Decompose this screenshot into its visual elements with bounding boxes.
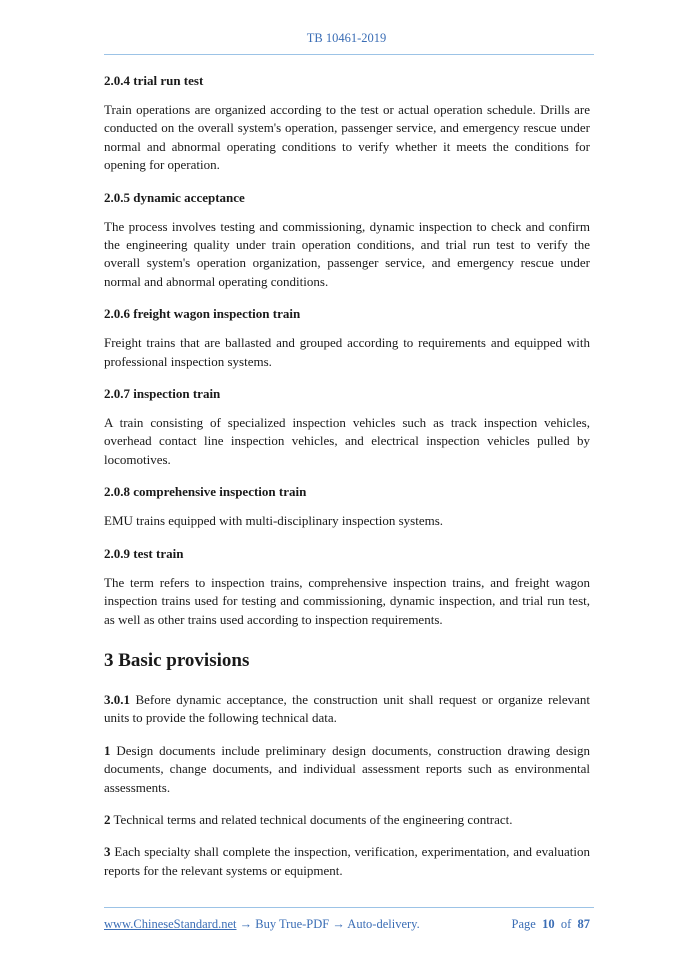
clause-paragraph <box>104 691 590 728</box>
term-definition: The process involves testing and commissioning, dynamic inspection to check and confirm the engineering quality under train operation conditions, and trial run test to verify the overall system's operation organization, passenger service, and emergency rescue under normal and abnormal operating conditions. <box>104 218 590 289</box>
term-heading: 2.0.6 freight wagon inspection train <box>104 306 301 322</box>
term-heading: 2.0.8 comprehensive inspection train <box>104 484 307 500</box>
page-total: 87 <box>577 917 590 931</box>
clause-text: Each specialty shall complete the inspection, verification, experimentation, and evaluation reports for the relevant systems or equipment. <box>104 844 590 878</box>
clause-text: Before dynamic acceptance, the construction unit shall request or organize relevant units to provide the following technical data. <box>104 691 590 726</box>
term-definition: EMU trains equipped with multi-disciplinary inspection systems. <box>104 513 444 529</box>
term-block <box>104 483 590 530</box>
footer-promo-text: → Buy True-PDF → Auto-delivery. <box>236 917 420 931</box>
term-definition: The term refers to inspection trains, comprehensive inspection trains, and freight wagon inspection trains used for testing and commissioning, dynamic inspection, and trial run test, as well as other trains used according to inspection requirements. <box>104 574 590 627</box>
clause-paragraph <box>104 742 590 797</box>
clause-paragraph <box>104 811 590 829</box>
term-block <box>104 72 590 175</box>
term-heading: 2.0.5 dynamic acceptance <box>104 189 245 205</box>
page-footer <box>104 917 590 932</box>
footer-divider <box>104 907 594 908</box>
clause-text: Technical terms and related technical documents of the engineering contract. <box>110 811 513 827</box>
term-heading: 2.0.9 test train <box>104 545 184 561</box>
page-current: 10 <box>542 917 555 931</box>
page-label: Page <box>511 917 536 931</box>
clause-number: 1 <box>104 742 111 758</box>
term-heading: 2.0.7 inspection train <box>104 386 221 402</box>
term-heading: 2.0.4 trial run test <box>104 73 204 88</box>
term-definition: Train operations are organized according to the test or actual operation schedule. Drills are conducted on the overall system's operation, passenger service, and emergency rescue under normal and abnormal operating conditions to verify whether it meets the conditions for opening for operation. <box>104 102 590 173</box>
footer-promo <box>104 917 420 932</box>
clause-number: 3.0.1 <box>104 691 130 707</box>
header-divider <box>104 54 594 55</box>
clause-text: Design documents include preliminary design documents, construction drawing design documents, change documents, and individual assessment reports such as environmental assessments. <box>104 742 590 795</box>
section-title: 3 Basic provisions <box>104 649 250 671</box>
clause-paragraph <box>104 843 590 880</box>
term-definition: Freight trains that are ballasted and grouped according to requirements and equipped with professional inspection systems. <box>104 335 590 369</box>
page-body <box>104 72 590 894</box>
clause-number: 2 <box>104 811 111 827</box>
document-code-header: TB 10461-2019 <box>306 31 387 45</box>
term-block <box>104 545 590 629</box>
term-definition: A train consisting of specialized inspection vehicles such as track inspection vehicles, overhead contact line inspection vehicles, and electrical inspection vehicles pulled by locomotives. <box>104 415 590 467</box>
term-block <box>104 385 590 469</box>
page-of-label: of <box>560 917 572 931</box>
website-link[interactable]: www.ChineseStandard.net <box>104 917 237 931</box>
term-block <box>104 305 590 371</box>
clause-number: 3 <box>104 844 111 860</box>
page-number <box>512 917 590 932</box>
term-block <box>104 189 590 292</box>
